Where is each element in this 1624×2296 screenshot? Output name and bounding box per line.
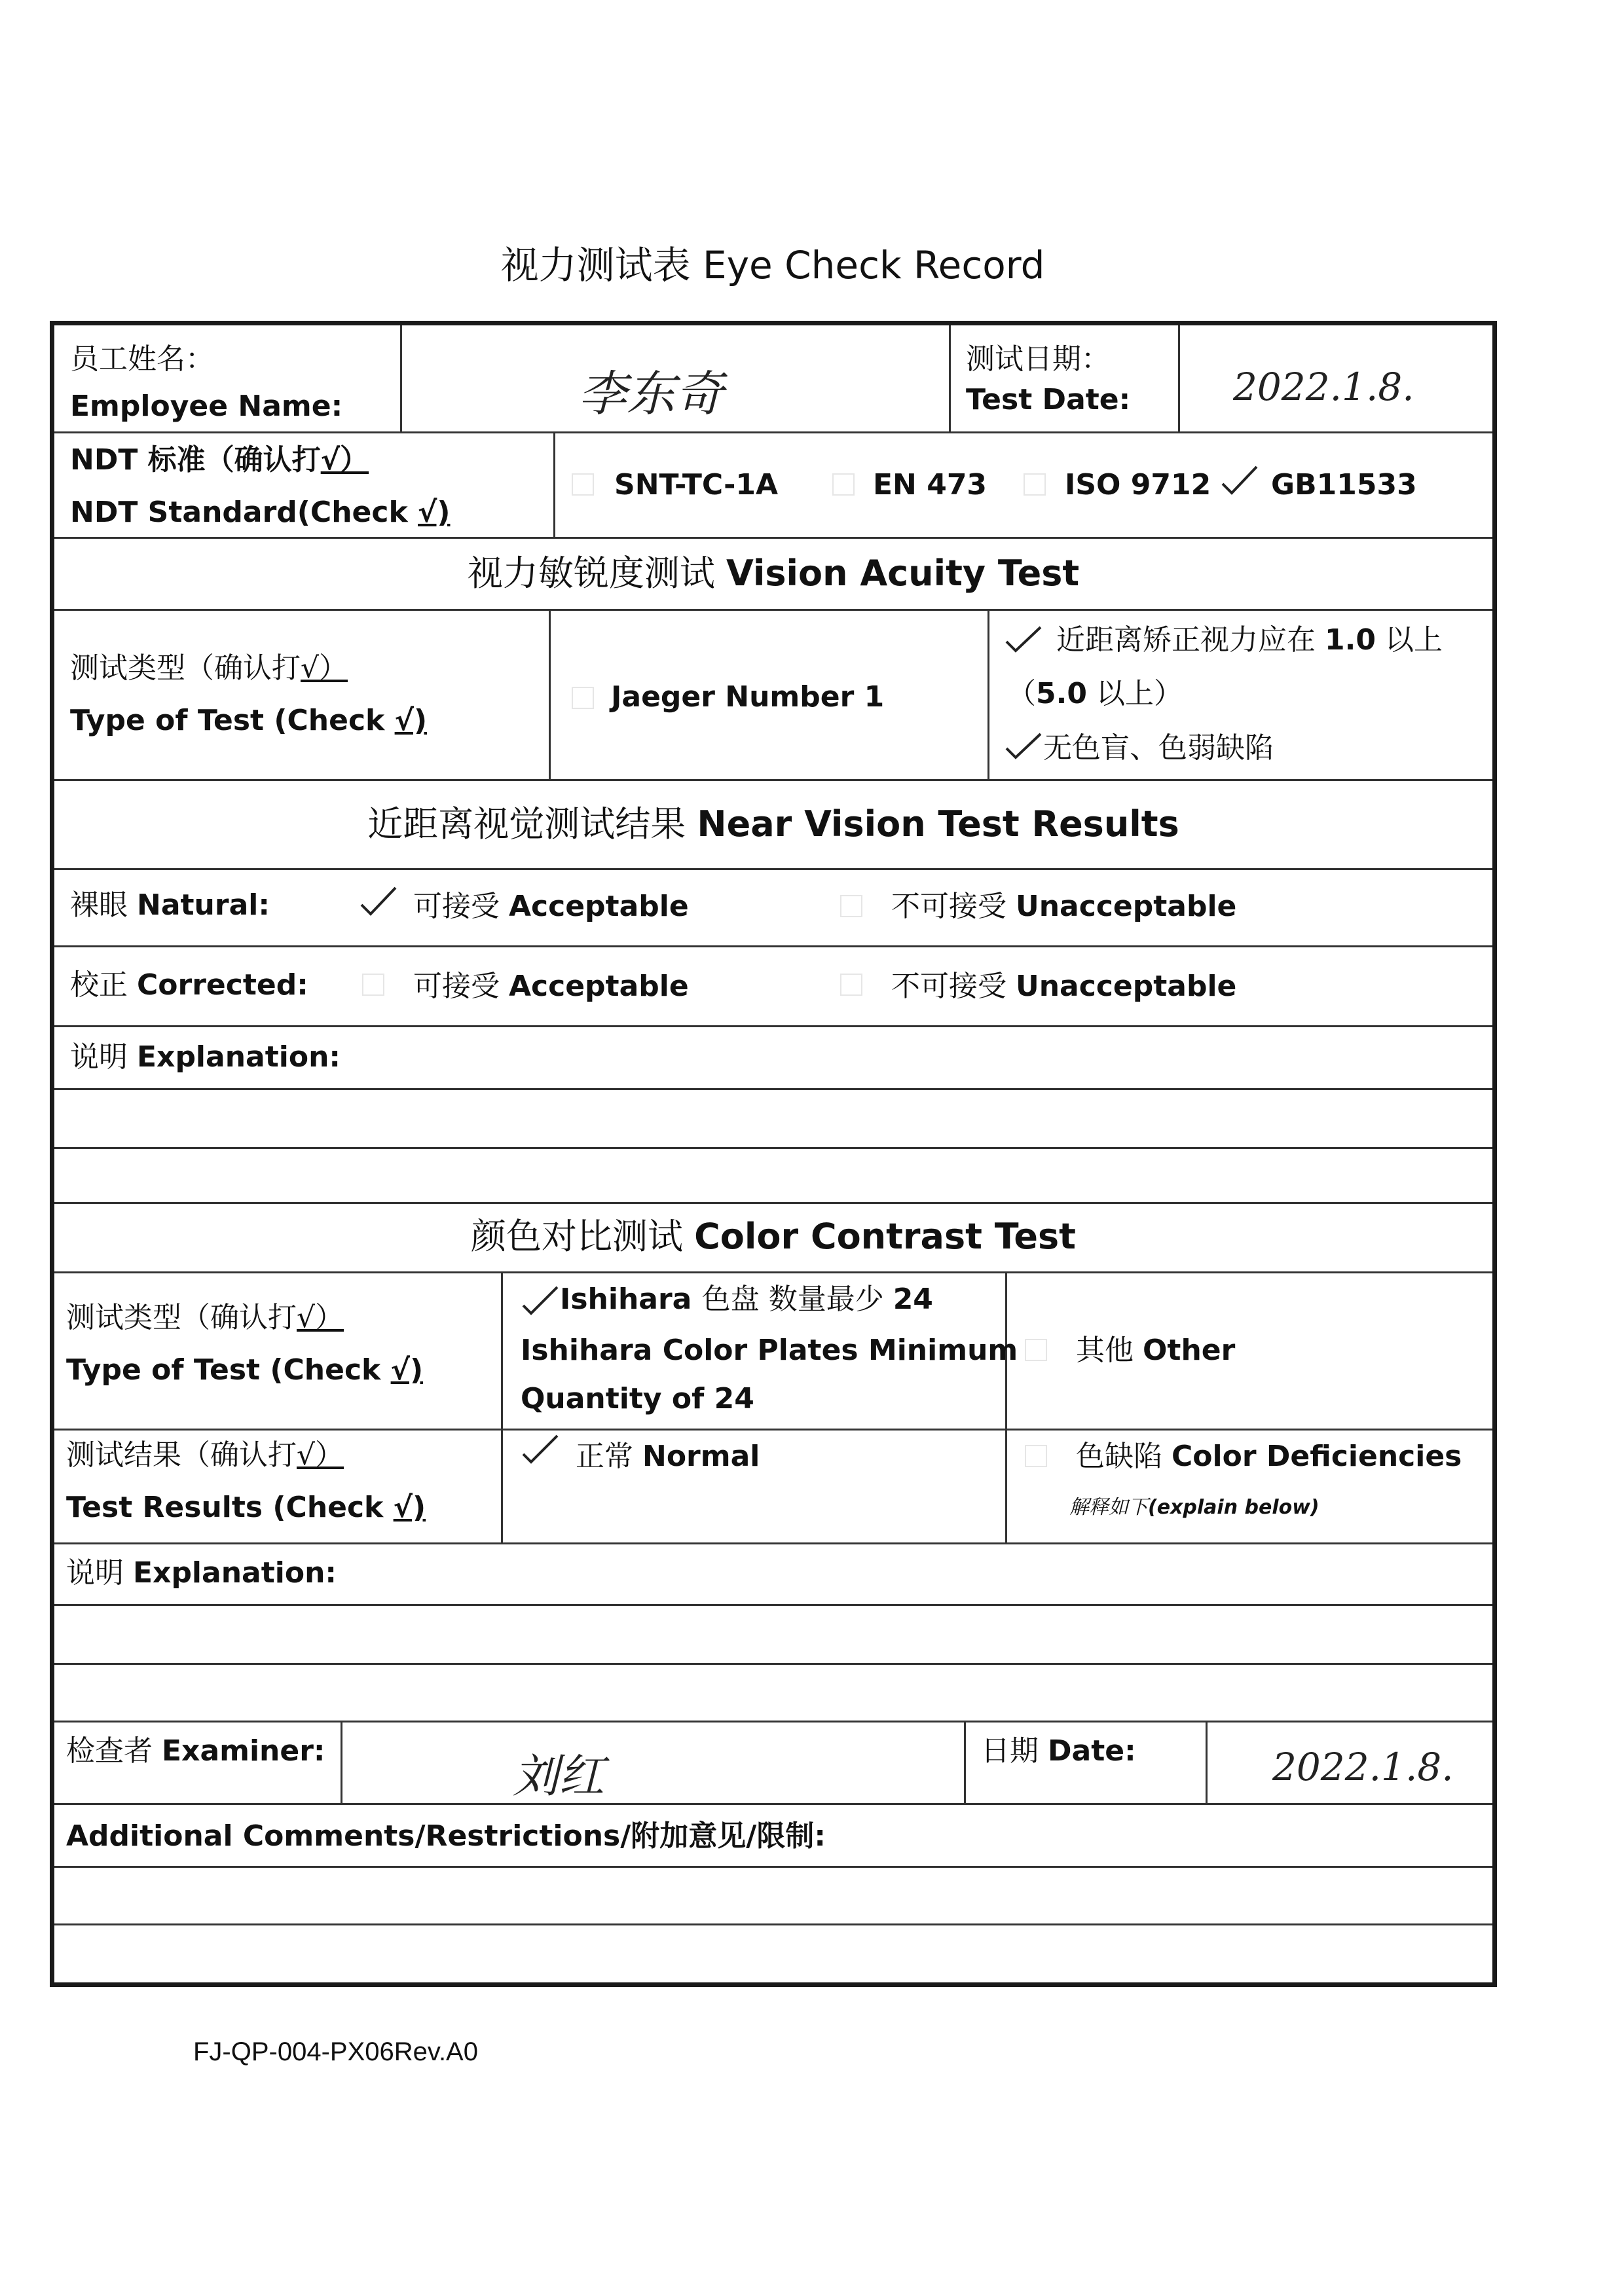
results-label-en: Test Results (Check √): [66, 1491, 426, 1524]
en473-checkbox[interactable]: [832, 473, 855, 496]
iso9712-checkbox[interactable]: [1024, 473, 1046, 496]
row-divider: [54, 1147, 1492, 1149]
row-divider: [54, 1663, 1492, 1665]
employee-label-cn: 员工姓名：: [70, 342, 214, 376]
form-code: FJ-QP-004-PX06Rev.A0: [193, 2037, 478, 2066]
row-divider: [54, 609, 1492, 611]
col-divider: [987, 609, 989, 779]
en473-option-label: EN 473: [873, 468, 987, 501]
corrected-label: 校正 Corrected:: [70, 968, 308, 1002]
ndt-label-cn: NDT 标准（确认打√）: [70, 443, 369, 477]
col-divider: [1178, 325, 1180, 431]
iso9712-option-label: ISO 9712: [1065, 468, 1211, 501]
gb11533-check-icon[interactable]: [1220, 464, 1259, 497]
row-divider: [54, 1721, 1492, 1722]
row-divider: [54, 868, 1492, 870]
explain-below-note: 解释如下(explain below): [1069, 1496, 1320, 1519]
row-divider: [54, 1542, 1492, 1544]
gb11533-option-label: GB11533: [1271, 468, 1417, 501]
snt-checkbox[interactable]: [572, 473, 594, 496]
natural-unacceptable-label: 不可接受 Unacceptable: [891, 890, 1237, 923]
corrected-unacceptable-checkbox[interactable]: [840, 974, 862, 996]
additional-comments-label: Additional Comments/Restrictions/附加意见/限制:: [66, 1819, 826, 1853]
row-divider: [54, 779, 1492, 781]
test-date-handwritten: 2022.1.8.: [1233, 365, 1414, 409]
examiner-date-handwritten: 2022.1.8.: [1272, 1745, 1454, 1789]
other-checkbox[interactable]: [1025, 1339, 1047, 1361]
row-divider: [54, 1923, 1492, 1925]
col-divider: [400, 325, 402, 431]
employee-name-handwritten: 李东奇: [578, 366, 724, 422]
examiner-date-label: 日期 Date:: [981, 1734, 1136, 1768]
natural-unacceptable-checkbox[interactable]: [840, 895, 862, 917]
jaeger-checkbox[interactable]: [572, 687, 594, 709]
natural-acceptable-label: 可接受 Acceptable: [413, 890, 689, 923]
ishihara-check-icon[interactable]: [521, 1285, 560, 1317]
natural-label: 裸眼 Natural:: [70, 888, 270, 922]
other-label: 其他 Other: [1076, 1334, 1236, 1367]
color-deficiency-checkbox[interactable]: [1025, 1445, 1047, 1467]
near-vision-explanation-label: 说明 Explanation:: [70, 1040, 341, 1074]
row-divider: [54, 1271, 1492, 1273]
test-date-label-en: Test Date:: [966, 383, 1131, 416]
row-divider: [54, 1803, 1492, 1805]
normal-check-icon[interactable]: [521, 1433, 560, 1466]
ishihara-line3: Quantity of 24: [521, 1382, 754, 1415]
document-title: 视力测试表 Eye Check Record: [500, 243, 1045, 287]
row-divider: [54, 1202, 1492, 1204]
natural-acceptable-check-icon[interactable]: [359, 885, 398, 918]
ishihara-line2: Ishihara Color Plates Minimum: [521, 1334, 1018, 1367]
color-contrast-heading: 颜色对比测试 Color Contrast Test: [471, 1216, 1076, 1257]
no-color-blindness-check-icon[interactable]: [1004, 730, 1043, 763]
ishihara-line1: Ishihara 色盘 数量最少 24: [560, 1283, 933, 1316]
col-divider: [549, 609, 551, 779]
row-divider: [54, 431, 1492, 433]
examiner-label: 检查者 Examiner:: [66, 1734, 325, 1768]
row-divider: [54, 1088, 1492, 1090]
col-divider: [1206, 1721, 1208, 1803]
corrected-unacceptable-label: 不可接受 Unacceptable: [891, 970, 1237, 1003]
results-label-cn: 测试结果（确认打√）: [66, 1438, 344, 1472]
row-divider: [54, 1866, 1492, 1868]
color-type-label-en: Type of Test (Check √): [66, 1353, 424, 1387]
normal-label: 正常 Normal: [576, 1440, 760, 1473]
near-vision-req-check-icon[interactable]: [1004, 623, 1043, 656]
no-color-blindness-requirement: 无色盲、色弱缺陷: [1043, 731, 1274, 765]
col-divider: [949, 325, 951, 431]
ndt-label-en: NDT Standard(Check √): [70, 496, 451, 529]
snt-option-label: SNT-TC-1A: [614, 468, 779, 501]
examiner-name-handwritten: 刘红: [513, 1749, 604, 1803]
row-divider: [54, 945, 1492, 947]
eye-check-form: [50, 321, 1497, 1987]
color-deficiency-label: 色缺陷 Color Deficiencies: [1076, 1440, 1462, 1473]
jaeger-label: Jaeger Number 1: [611, 680, 885, 714]
vision-type-label-en: Type of Test (Check √): [70, 704, 428, 737]
near-vision-requirement-line2: （5.0 以上）: [1007, 677, 1183, 710]
corrected-acceptable-label: 可接受 Acceptable: [413, 970, 689, 1003]
vision-type-label-cn: 测试类型（确认打√）: [70, 651, 348, 685]
col-divider: [964, 1721, 966, 1803]
color-explanation-label: 说明 Explanation:: [66, 1556, 337, 1590]
col-divider: [341, 1721, 342, 1803]
col-divider: [1005, 1271, 1007, 1542]
row-divider: [54, 537, 1492, 539]
near-vision-heading: 近距离视觉测试结果 Near Vision Test Results: [367, 803, 1179, 845]
color-type-label-cn: 测试类型（确认打√）: [66, 1301, 344, 1334]
corrected-acceptable-checkbox[interactable]: [362, 974, 384, 996]
row-divider: [54, 1604, 1492, 1606]
row-divider: [54, 1429, 1492, 1430]
vision-acuity-heading: 视力敏锐度测试 Vision Acuity Test: [467, 553, 1080, 594]
row-divider: [54, 1025, 1492, 1027]
col-divider: [553, 431, 555, 537]
test-date-label-cn: 测试日期：: [966, 342, 1110, 376]
near-vision-requirement: 近距离矫正视力应在 1.0 以上: [1056, 623, 1443, 657]
employee-label-en: Employee Name:: [70, 390, 343, 423]
col-divider: [501, 1271, 503, 1542]
